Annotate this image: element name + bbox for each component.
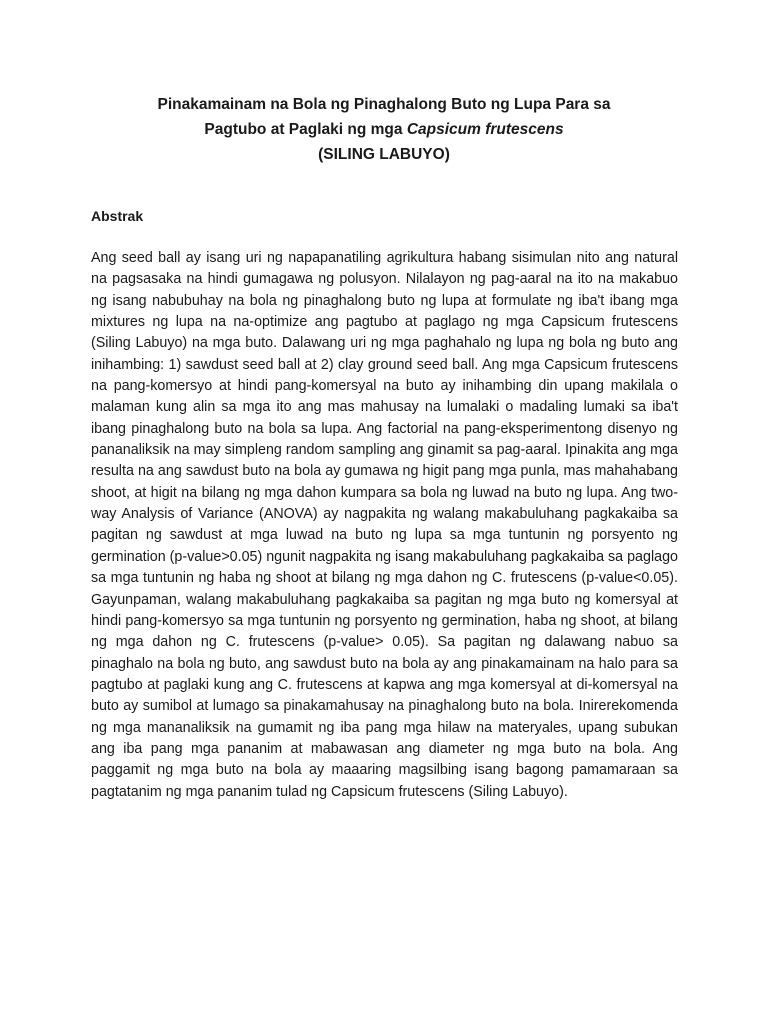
abstract-heading: Abstrak — [91, 208, 144, 224]
abstract-paragraph: Ang seed ball ay isang uri ng napapanatiling agrikultura habang sisimulan nito ang natural na pagsasaka na hindi gumagawa ng polusyon. Nilalayon ng pag-aaral na ito na makabuo ng isang nabubuhay na bola ng pinaghalong buto ng lupa at formulate ng iba't ibang mga mixtures ng lupa na na-optimize ang pagtubo at paglago ng mga Capsicum frutescens (Siling Labuyo) na mga buto. Dalawang uri ng mga paghahalo ng lupa ng bola ng buto ang inihambing: 1) sawdust seed ball at 2) clay ground seed ball. Ang mga Capsicum frutescens na pang-komersyo at hindi pang-komersyal na buto ay inihambing din upang makilala o malaman kung alin sa mga ito ang mas mahusay na lumalaki o madaling lumaki sa iba't ibang pinaghalong buto na bola sa lupa. Ang factorial na pang-eksperimentong disenyo ng pananaliksik na may simpleng random sampling ang ginamit sa pag-aaral. Ipinakita ang mga resulta na ang sawdust buto na bola ay gumawa ng higit pang mga punla, mas mahahabang shoot, at higit na bilang ng mga dahon kumpara sa bola ng luwad na buto ng lupa. Ang two-way Analysis of Variance (ANOVA) ay nagpakita ng walang makabuluhang pagkakaiba sa pagitan ng sawdust at mga luwad na buto ng lupa sa mga tuntunin ng porsyento ng germination (p-value>0.05) ngunit nagpakita ng isang makabuluhang pagkakaiba sa paglago sa mga tuntunin ng haba ng shoot at bilang ng mga dahon ng C. frutescens (p-value<0.05). Gayunpaman, walang makabuluhang pagkakaiba sa pagitan ng mga buto ng komersyal at hindi pang-komersyo sa mga tuntunin ng porsyento ng germination, haba ng shoot, at bilang ng mga dahon ng C. frutescens (p-value> 0.05). Sa pagitan ng dalawang nabuo sa pinaghalo na bola ng buto, ang sawdust buto na bola ay ang pinakamainam na halo para sa pagtubo at paglaki kung ang C. frutescens at kapwa ang mga komersyal at di-komersyal na buto ay sumibol at lumago sa pinakamahusay na pinaghalong buto na bola. Inirerekomenda ng mga mananaliksik na gumamit ng iba pang mga hilaw na materyales, upang subukan ang iba pang mga pananim at mabawasan ang diameter ng mga buto na bola. Ang paggamit ng mga buto na bola ay maaaring magsilbing isang bagong pamamaraan sa pagtatanim ng mga pananim tulad ng Capsicum frutescens (Siling Labuyo). — [91, 250, 678, 800]
title-species-name: Capsicum frutescens — [406, 121, 564, 138]
title-line-2-text: Pagtubo at Paglaki ng mga — [204, 121, 407, 138]
title-line-3: (SILING LABUYO) — [318, 146, 450, 163]
title-line-1: Pinakamainam na Bola ng Pinaghalong Buto ng Lupa Para sa — [157, 96, 611, 113]
title-line-2 — [60, 117, 708, 142]
abstract-body — [91, 248, 678, 803]
paper-title — [60, 92, 708, 167]
